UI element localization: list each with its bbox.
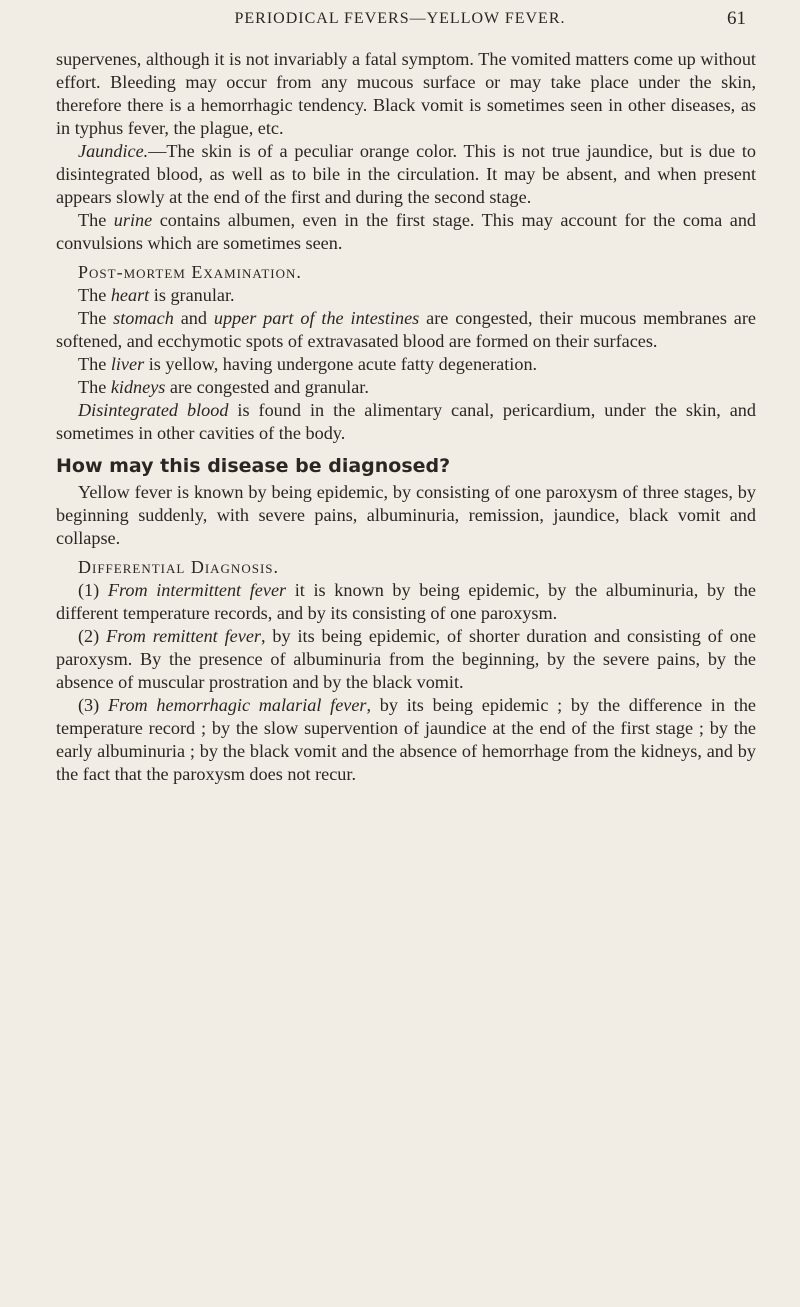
item-number: (1)	[78, 580, 108, 600]
paragraph-text: are congested, their mucous membranes are softened, and ecchymotic spots of extravasated blood are formed on their surfaces.	[56, 308, 756, 351]
term-intermittent-fever: From intermittent fever	[107, 580, 287, 600]
paragraph-text: is granular.	[149, 285, 235, 305]
paragraph-text: Yellow fever is known by being epidemic, by consisting of one paroxysm of three stages, by beginning suddenly, with severe pains, albuminuria, remission, jaundice, black vomit and collapse.	[56, 482, 756, 548]
paragraph-blood	[56, 399, 756, 445]
paragraph-stomach	[56, 307, 756, 353]
diagnosis-item-intermittent	[56, 579, 756, 625]
term-kidneys: kidneys	[110, 377, 166, 397]
item-number: (3)	[78, 695, 108, 715]
paragraph-text: , by its being epidemic, of shorter duration and consisting of one paroxysm. By the presence of albuminuria from the beginning, by the severe pains, by the absence of muscular prostration and by the black vomit.	[56, 626, 756, 692]
paragraph-liver	[56, 353, 756, 376]
paragraph-text: The	[78, 377, 111, 397]
paragraph-text: contains albumen, even in the first stage. This may account for the coma and convulsions which are sometimes seen.	[56, 210, 757, 253]
paragraph-kidneys	[56, 376, 756, 399]
paragraph-urine	[56, 209, 756, 255]
paragraph-text: —The skin is of a peculiar orange color. This is not true jaundice, but is due to disintegrated blood, as well as to bile in the circulation. It may be absent, and when present appears slowly at the end of the first and during the second stage.	[56, 141, 756, 207]
paragraph-text: The	[78, 354, 111, 374]
page-header	[0, 8, 800, 38]
paragraph-diagnosis	[56, 481, 756, 550]
term-hemorrhagic-malarial-fever: From hemorrhagic malarial fever	[107, 695, 367, 715]
paragraph-text: are congested and granular.	[165, 377, 369, 397]
term-disintegrated-blood: Disintegrated blood	[78, 400, 229, 420]
paragraph-text: is yellow, having undergone acute fatty degeneration.	[144, 354, 538, 374]
paragraph-text: The	[78, 210, 114, 230]
paragraph-text: The	[78, 308, 114, 328]
heading-post-mortem: Post-mortem Examination.	[78, 262, 302, 282]
diagnosis-item-hemorrhagic	[56, 694, 756, 786]
question-heading: How may this disease be diagnosed?	[56, 455, 451, 477]
term-liver: liver	[110, 354, 145, 374]
paragraph-text: is found in the alimentary canal, pericardium, under the skin, and sometimes in other cavities of the body.	[56, 400, 756, 443]
paragraph-heart	[56, 284, 756, 307]
diagnosis-item-remittent	[56, 625, 756, 694]
term-jaundice: Jaundice.	[78, 141, 149, 161]
term-stomach: stomach	[113, 308, 174, 328]
paragraph-text: , by its being epidemic ; by the difference in the temperature record ; by the slow supervention of jaundice at the end of the first stage ; by the early albuminuria ; by the black vomit and the absence of hemorrhage from the kidneys, and by the fact that the paroxysm does not recur.	[56, 695, 756, 784]
term-intestines: upper part of the intestines	[213, 308, 420, 328]
term-remittent-fever: From remittent fever	[106, 626, 261, 646]
heading-differential-diagnosis: Differential Diagnosis.	[78, 557, 279, 577]
paragraph-text: supervenes, although it is not invariably a fatal symptom. The vomited matters come up without effort. Bleeding may occur from any mucous surface or may take place under the skin, therefore there is a hemorrhagic tendency. Black vomit is sometimes seen in other diseases, as in typhus fever, the plague, etc.	[56, 49, 756, 138]
paragraph-text: The	[78, 285, 111, 305]
paragraph-black-vomit	[56, 48, 756, 140]
running-head: PERIODICAL FEVERS—YELLOW FEVER.	[234, 10, 566, 27]
page-number: 61	[727, 8, 746, 29]
page-body	[56, 48, 756, 786]
term-heart: heart	[110, 285, 150, 305]
term-urine: urine	[113, 210, 153, 230]
paragraph-jaundice	[56, 140, 756, 209]
paragraph-text: and	[173, 308, 214, 328]
paragraph-text: it is known by being epidemic, by the albuminuria, by the different temperature records, and by its consisting of one paroxysm.	[56, 580, 756, 623]
item-number: (2)	[78, 626, 107, 646]
